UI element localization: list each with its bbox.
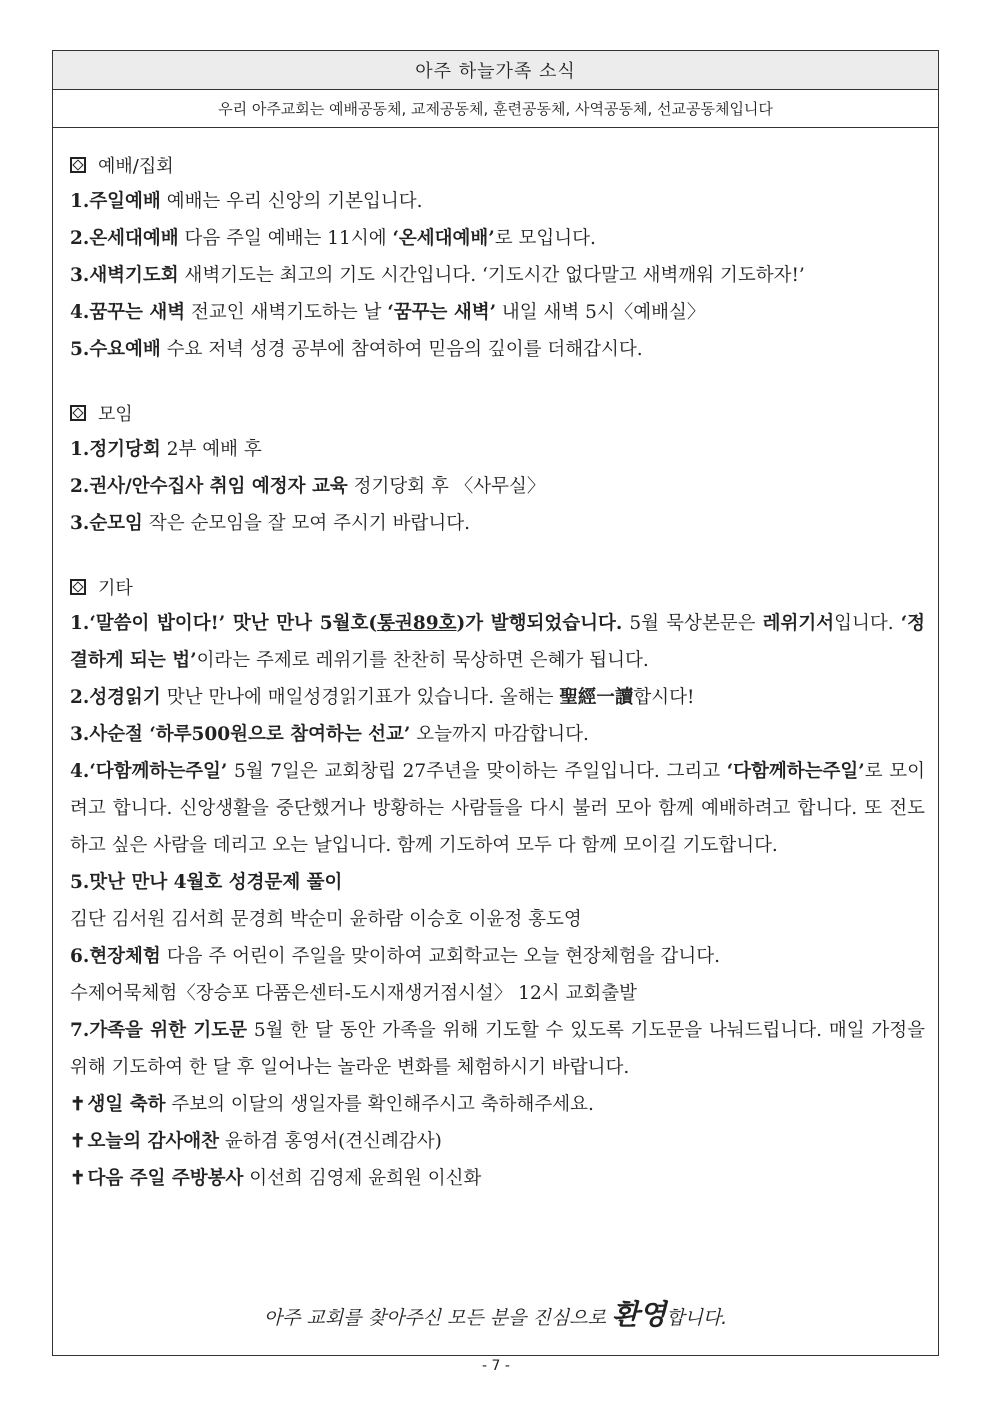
worship-item-4: 4.꿈꾸는 새벽 전교인 새벽기도하는 날 ‘꿈꾸는 새벽’ 내일 새벽 5시〈예배실〉	[70, 302, 706, 323]
page-number: - 7 -	[482, 1358, 510, 1374]
worship-item-2: 2.온세대예배 다음 주일 예배는 11시에 ‘온세대예배’로 모입니다.	[70, 228, 596, 249]
worship-item-5: 5.수요예배 수요 저녁 성경 공부에 참여하여 믿음의 깊이를 더해갑시다.	[70, 339, 643, 360]
meeting-item-1: 1.정기당회 2부 예배 후	[70, 439, 262, 460]
etc-item-7: 7.가족을 위한 기도문 5월 한 달 동안 가족을 위해 기도할 수 있도록 기도문을 나눠드립니다. 매일 가정을 위해 기도하여 한 달 후 일어나는 놀라운 변화를 체험하시기 바랍니다.	[70, 1020, 925, 1078]
etc-item-3: 3.사순절 ‘하루500원으로 참여하는 선교’ 오늘까지 마감합니다.	[70, 724, 589, 745]
etc-item-5-title: 5.맛난 만나 4월호 성경문제 풀이	[70, 872, 343, 893]
etc-item-1: 1.‘말씀이 밥이다!’ 맛난 만나 5월호(통권89호)가 발행되었습니다. 5월 묵상본문은 레위기서입니다. ‘정결하게 되는 법’이라는 주제로 레위기를 찬찬히 묵상하면 은혜가 됩니다.	[70, 613, 926, 671]
section-etc-heading: 기타	[70, 569, 925, 605]
worship-item-3: 3.새벽기도회 새벽기도는 최고의 기도 시간입니다. ‘기도시간 없다말고 새벽깨워 기도하자!’	[70, 265, 805, 286]
diamond-box-icon	[70, 579, 86, 595]
cross-icon: ✝	[70, 1094, 86, 1115]
section-meeting-heading: 모임	[70, 395, 925, 431]
cross-icon: ✝	[70, 1168, 86, 1189]
page-subtitle: 우리 아주교회는 예배공동체, 교제공동체, 훈련공동체, 사역공동체, 선교공동체입니다	[53, 90, 938, 128]
etc-item-6: 6.현장체험 다음 주 어린이 주일을 맞이하여 교회학교는 오늘 현장체험을 갑니다.	[70, 946, 721, 967]
etc-item-6-detail: 수제어묵체험〈장승포 다품은센터-도시재생거점시설〉 12시 교회출발	[70, 983, 637, 1004]
page-title: 아주 하늘가족 소식	[53, 51, 938, 90]
etc-item-4: 4.‘다함께하는주일’ 5월 7일은 교회창립 27주년을 맞이하는 주일입니다. 그리고 ‘다함께하는주일’로 모이려고 합니다. 신앙생활을 중단했거나 방황하는 사람들을 다시 불러 모아 함께 예배하려고 합니다. 또 전도하고 싶은 사람을 데리고 오는 날입니다. 함께 기도하여 모두 다 함께 모이길 기도합니다.	[70, 761, 925, 856]
birthday-line: ✝ 생일 축하 주보의 이달의 생일자를 확인해주시고 축하해주세요.	[70, 1094, 594, 1115]
meeting-item-2: 2.권사/안수집사 취임 예정자 교육 정기당회 후 〈사무실〉	[70, 476, 546, 497]
diamond-box-icon	[70, 157, 86, 173]
cross-icon: ✝	[70, 1131, 86, 1152]
etc-item-5-names: 김단 김서원 김서희 문경희 박순미 윤하람 이승호 이윤정 홍도영	[70, 909, 582, 930]
kitchen-line: ✝ 다음 주일 주방봉사 이선희 김영제 윤희원 이신화	[70, 1168, 482, 1189]
worship-item-1: 1.주일예배 예배는 우리 신앙의 기본입니다.	[70, 191, 423, 212]
welcome-message: 아주 교회를 찾아주신 모든 분을 진심으로 환영합니다.	[263, 1298, 728, 1331]
thanks-line: ✝ 오늘의 감사애찬 윤하겸 홍영서(견신례감사)	[70, 1131, 442, 1152]
bulletin-frame	[52, 50, 939, 1356]
meeting-item-3: 3.순모임 작은 순모임을 잘 모여 주시기 바랍니다.	[70, 513, 471, 534]
section-worship-heading: 예배/집회	[70, 147, 925, 183]
etc-item-2: 2.성경읽기 맛난 만나에 매일성경읽기표가 있습니다. 올해는 聖經一讀합시다!	[70, 687, 695, 708]
diamond-box-icon	[70, 405, 86, 421]
bulletin-content	[70, 147, 925, 1197]
